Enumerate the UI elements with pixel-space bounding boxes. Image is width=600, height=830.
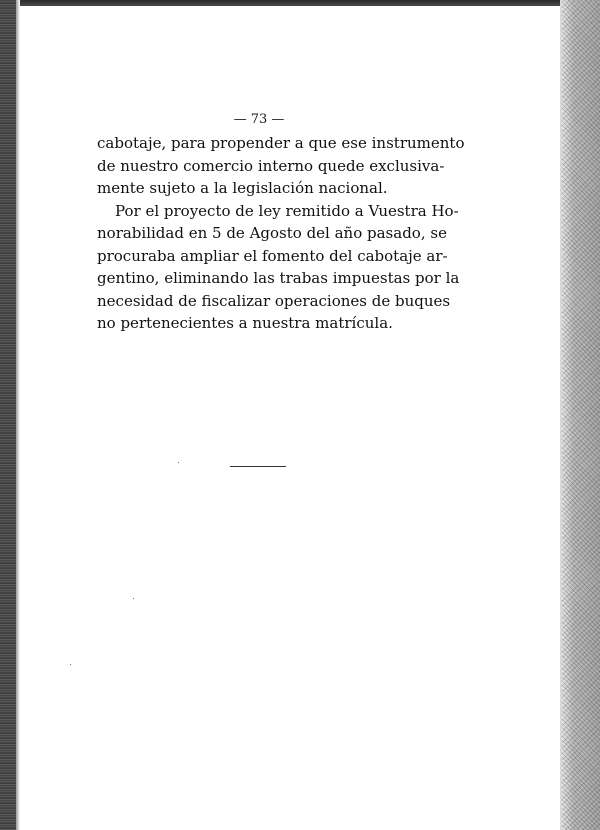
text-line: de nuestro comercio interno quede exclusiva- [97,156,445,175]
paragraph [97,200,460,335]
scan-binding-shadow [16,0,20,830]
paper-speck [133,598,134,599]
text-line: mente sujeto a la legislación nacional. [97,179,388,197]
section-divider [230,466,286,467]
text-line: necesidad de fiscalizar operaciones de buques [97,291,451,310]
text-line: norabilidad en 5 de Agosto del año pasado, se [97,224,447,242]
scan-right-edge [562,0,600,830]
paper-speck [70,664,71,665]
text-line: Por el proyecto de ley remitido a Vuestra Ho- [115,201,459,220]
body-text [97,132,465,335]
text-line: procuraba ampliar el fomento del cabotaje ar- [97,246,448,265]
page-number: — 73 — [233,112,285,127]
paper-speck [178,462,179,463]
text-line: cabotaje, para propender a que ese instrumento [97,134,465,152]
text-line: gentino, eliminando las trabas impuestas por la [97,269,460,287]
scan-top-edge [0,0,600,6]
paragraph [97,132,465,200]
scan-binding-edge [0,0,16,830]
text-line: no pertenecientes a nuestra matrícula. [97,314,393,332]
